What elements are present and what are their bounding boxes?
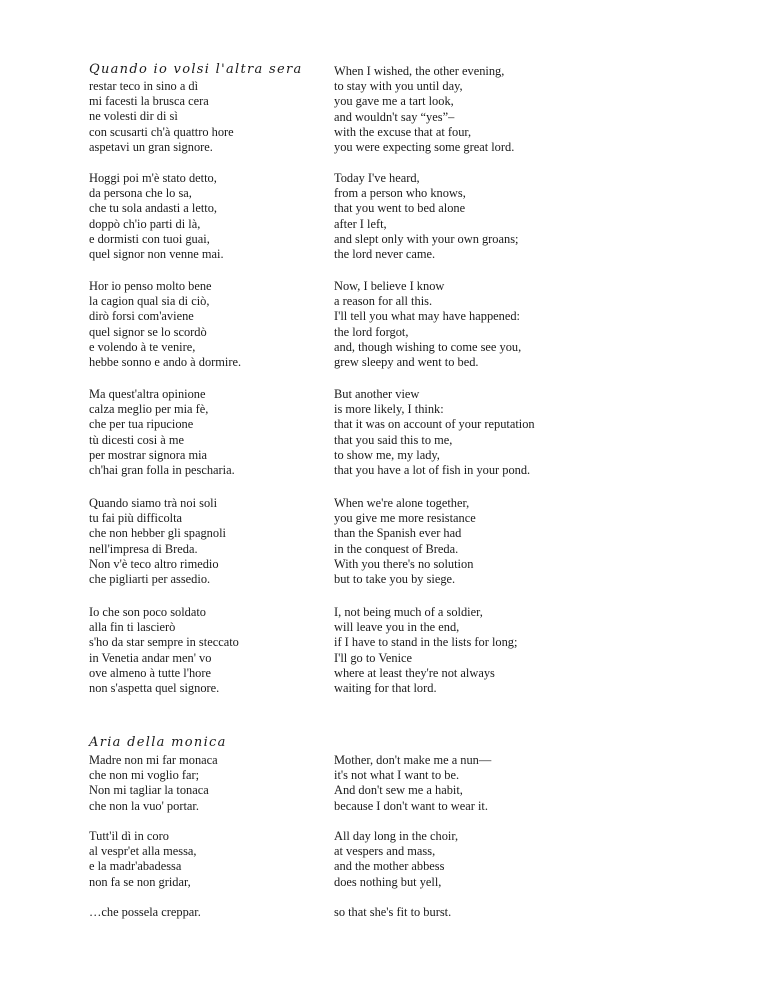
verse-line: and slept only with your own groans;	[334, 231, 519, 246]
verse-line: and wouldn't say “yes”–	[334, 109, 455, 124]
verse-line: alla fin ti lascierò	[89, 620, 176, 635]
verse-line: la cagion qual sia di ciò,	[89, 294, 210, 309]
italian-stanza	[89, 753, 319, 814]
verse-line: Ma quest'altra opinione	[89, 387, 206, 401]
verse-line: you give me more resistance	[334, 511, 476, 526]
verse-line: Non mi tagliar la tonaca	[89, 783, 209, 798]
verse-line: the lord forgot,	[334, 324, 409, 339]
verse-line: if I have to stand in the lists for long;	[334, 635, 518, 650]
english-stanza	[334, 387, 594, 478]
verse-line: that it was on account of your reputation	[334, 417, 535, 432]
verse-line: a reason for all this.	[334, 294, 433, 309]
verse-line: e volendo à te venire,	[89, 339, 196, 354]
italian-stanza	[89, 829, 319, 890]
english-stanza	[334, 605, 594, 696]
verse-line: Tutt'il dì in coro	[89, 829, 169, 843]
verse-line: When we're alone together,	[334, 496, 470, 510]
verse-line: I'll go to Venice	[334, 650, 413, 665]
verse-line: will leave you in the end,	[334, 620, 460, 635]
verse-line: With you there's no solution	[334, 556, 474, 571]
verse-line: quel signor se lo scordò	[89, 324, 207, 339]
verse-line: doppò ch'io parti di là,	[89, 216, 201, 231]
verse-line: you gave me a tart look,	[334, 94, 454, 109]
verse-line: I'll tell you what may have happened:	[334, 309, 520, 324]
verse-line: che non hebber gli spagnoli	[89, 526, 226, 541]
english-stanza	[334, 64, 594, 155]
verse-line: because I don't want to wear it.	[334, 798, 488, 813]
italian-stanza	[89, 605, 319, 696]
verse-line: and, though wishing to come see you,	[334, 339, 522, 354]
italian-stanza	[89, 387, 319, 478]
verse-line: And don't sew me a habit,	[334, 783, 463, 798]
verse-line: tu fai più difficolta	[89, 511, 183, 526]
italian-stanza	[89, 496, 319, 587]
verse-line: But another view	[334, 387, 420, 401]
verse-line: When I wished, the other evening,	[334, 64, 505, 78]
verse-line: …che possela creppar.	[89, 905, 201, 919]
verse-line: to show me, my lady,	[334, 447, 440, 462]
verse-line: s'ho da star sempre in steccato	[89, 635, 239, 650]
verse-line: per mostrar signora mia	[89, 447, 208, 462]
english-stanza	[334, 171, 594, 262]
verse-line: that you went to bed alone	[334, 201, 466, 216]
verse-line: it's not what I want to be.	[334, 768, 460, 783]
verse-line: che pigliarti per assedio.	[89, 572, 211, 587]
verse-line: after I left,	[334, 216, 387, 231]
italian-stanza	[89, 79, 319, 155]
verse-line: mi facesti la brusca cera	[89, 94, 209, 109]
english-stanza	[334, 829, 594, 890]
verse-line: the lord never came.	[334, 247, 436, 262]
verse-line: che non mi voglio far;	[89, 768, 200, 783]
verse-line: quel signor non venne mai.	[89, 247, 224, 262]
verse-line: All day long in the choir,	[334, 829, 459, 843]
verse-line: than the Spanish ever had	[334, 526, 462, 541]
verse-line: e dormisti con tuoi guai,	[89, 231, 210, 246]
verse-line: where at least they're not always	[334, 665, 495, 680]
verse-line: non s'aspetta quel signore.	[89, 681, 220, 696]
verse-line: non fa se non gridar,	[89, 874, 191, 889]
verse-line: but to take you by siege.	[334, 572, 456, 587]
verse-line: and the mother abbess	[334, 859, 445, 874]
verse-line: does nothing but yell,	[334, 874, 442, 889]
verse-line: che tu sola andasti a letto,	[89, 201, 217, 216]
italian-stanza	[89, 171, 319, 262]
verse-line: da persona che lo sa,	[89, 186, 192, 201]
italian-stanza	[89, 905, 319, 920]
verse-line: waiting for that lord.	[334, 681, 437, 696]
verse-line: to stay with you until day,	[334, 79, 463, 94]
verse-line: che non la vuo' portar.	[89, 798, 199, 813]
verse-line: ne volesti dir di sì	[89, 109, 178, 124]
verse-line: che per tua ripucione	[89, 417, 194, 432]
verse-line: e la madr'abadessa	[89, 859, 182, 874]
verse-line: is more likely, I think:	[334, 402, 444, 417]
verse-line: Hor io penso molto bene	[89, 279, 212, 293]
verse-line: hebbe sonno e ando à dormire.	[89, 355, 242, 370]
verse-line: Non v'è teco altro rimedio	[89, 556, 219, 571]
verse-line: with the excuse that at four,	[334, 124, 472, 139]
verse-line: al vespr'et alla messa,	[89, 844, 197, 859]
verse-line: ch'hai gran folla in pescharia.	[89, 463, 235, 478]
poem-title: Quando io volsi l'altra sera	[89, 62, 303, 77]
verse-line: so that she's fit to burst.	[334, 905, 452, 919]
verse-line: tù dicesti cosi à me	[89, 432, 184, 447]
verse-line: at vespers and mass,	[334, 844, 436, 859]
english-stanza	[334, 905, 594, 920]
verse-line: that you said this to me,	[334, 432, 453, 447]
verse-line: in Venetia andar men' vo	[89, 650, 212, 665]
verse-line: grew sleepy and went to bed.	[334, 355, 479, 370]
verse-line: Madre non mi far monaca	[89, 753, 218, 767]
verse-line: Io che son poco soldato	[89, 605, 206, 619]
verse-line: dirò forsi com'aviene	[89, 309, 194, 324]
verse-line: from a person who knows,	[334, 186, 466, 201]
verse-line: you were expecting some great lord.	[334, 140, 515, 155]
verse-line: Quando siamo trà noi soli	[89, 496, 218, 510]
verse-line: aspetavi un gran signore.	[89, 139, 213, 154]
verse-line: Today I've heard,	[334, 171, 420, 185]
italian-stanza	[89, 279, 319, 370]
verse-line: calza meglio per mia fè,	[89, 402, 209, 417]
verse-line: ove almeno à tutte l'hore	[89, 665, 211, 680]
verse-line: in the conquest of Breda.	[334, 541, 459, 556]
poem-title: Aria della monica	[89, 735, 227, 750]
verse-line: Hoggi poi m'è stato detto,	[89, 171, 217, 185]
verse-line: restar teco in sino a dì	[89, 79, 199, 93]
verse-line: Mother, don't make me a nun—	[334, 753, 492, 767]
english-stanza	[334, 279, 594, 370]
verse-line: nell'impresa di Breda.	[89, 541, 198, 556]
verse-line: I, not being much of a soldier,	[334, 605, 483, 619]
verse-line: that you have a lot of fish in your pond.	[334, 463, 531, 478]
english-stanza	[334, 496, 594, 587]
verse-line: con scusarti ch'à quattro hore	[89, 124, 234, 139]
verse-line: Now, I believe I know	[334, 279, 445, 293]
english-stanza	[334, 753, 594, 814]
